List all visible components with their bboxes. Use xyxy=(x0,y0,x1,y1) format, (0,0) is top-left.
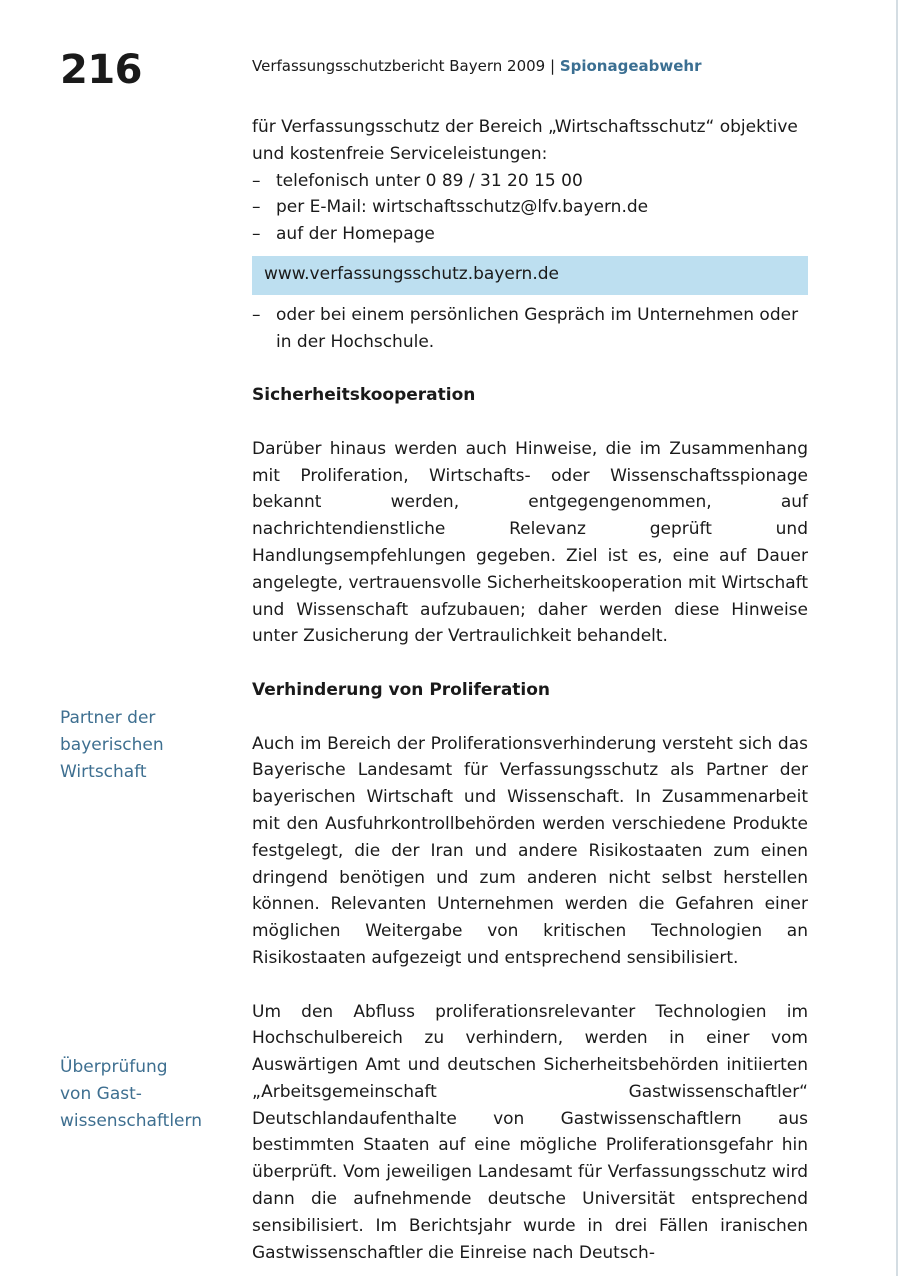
margin-note-line: von Gast- xyxy=(60,1083,142,1104)
header-title: Verfassungsschutzbericht Bayern 2009 | xyxy=(252,57,556,75)
list-item: – per E-Mail: wirtschaftsschutz@lfv.bayern.de xyxy=(252,194,808,221)
margin-note-line: bayerischen xyxy=(60,734,164,755)
margin-note-partner xyxy=(60,705,235,785)
running-header xyxy=(252,56,701,76)
body-paragraph: Darüber hinaus werden auch Hinweise, die im Zusammenhang mit Proliferation, Wirtschafts- oder Wissenschaftsspionage bekannt werden, entgegengenommen, auf nachrichtendienstliche Relevanz geprüft und Handlungsempfehlungen gegeben. Ziel ist es, eine auf Dauer angelegte, vertrauensvolle Sicherheitskooperation mit Wirtschaft und Wissenschaft aufzubauen; daher werden diese Hinweise unter Zusicherung der Vertraulichkeit behandelt. xyxy=(252,438,808,647)
main-text-column xyxy=(252,114,808,1266)
page-number: 216 xyxy=(60,47,142,93)
homepage-link[interactable]: www.verfassungsschutz.bayern.de xyxy=(252,256,808,295)
body-paragraph: Auch im Bereich der Proliferationsverhinderung versteht sich das Bayerische Landesamt für Verfassungsschutz als Partner der bayerischen Wirtschaft und Wissenschaft. In Zusammenarbeit mit den Ausfuhrkontrollbehörden werden verschiedene Produkte festgelegt, die der Iran und andere Risikostaaten zum einen dringend benötigen und zum anderen nicht selbst herstellen können. Relevanten Unternehmen werden die Gefahren einer möglichen Weitergabe von kritischen Technologien an Risikostaaten aufgezeigt und entsprechend sensibilisiert. xyxy=(252,733,808,968)
margin-note-line: Partner der xyxy=(60,708,156,728)
margin-note-gastwissenschaftler xyxy=(60,1054,235,1134)
intro-paragraph: für Verfassungsschutz der Bereich „Wirtschaftsschutz“ objektive und kostenfreie Serviceleistungen: xyxy=(252,117,798,164)
section-heading: Verhinderung von Proliferation xyxy=(252,679,551,700)
margin-note-line: Überprüfung xyxy=(60,1057,168,1077)
margin-note-line: Wirtschaft xyxy=(60,761,147,782)
page-edge-line xyxy=(896,0,898,1276)
list-item: – telefonisch unter 0 89 / 31 20 15 00 xyxy=(252,168,808,195)
service-list xyxy=(252,168,808,248)
section-heading: Sicherheitskooperation xyxy=(252,385,476,406)
service-list-continued xyxy=(252,302,808,356)
header-section: Spionageabwehr xyxy=(559,57,702,75)
body-paragraph: Um den Abfluss proliferationsrelevanter Technologien im Hochschulbereich zu verhindern, werden in einer vom Auswärtigen Amt und deutschen Sicherheitsbehörden initiierten „Arbeitsgemeinschaft Gastwissenschaftler“ Deutschlandaufenthalte von Gastwissenschaftlern aus bestimmten Staaten auf eine mögliche Proliferationsgefahr hin überprüft. Vom jeweiligen Landesamt für Verfassungsschutz wird dann die aufnehmende deutsche Universität entsprechend sensibilisiert. Im Berichtsjahr wurde in drei Fällen iranischen Gastwissenschaftler die Einreise nach Deutsch- xyxy=(252,1001,808,1263)
margin-note-line: wissenschaftlern xyxy=(60,1110,202,1131)
list-item: – auf der Homepage xyxy=(252,221,808,248)
list-item: – oder bei einem persönlichen Gespräch im Unternehmen oder in der Hochschule. xyxy=(252,302,808,356)
